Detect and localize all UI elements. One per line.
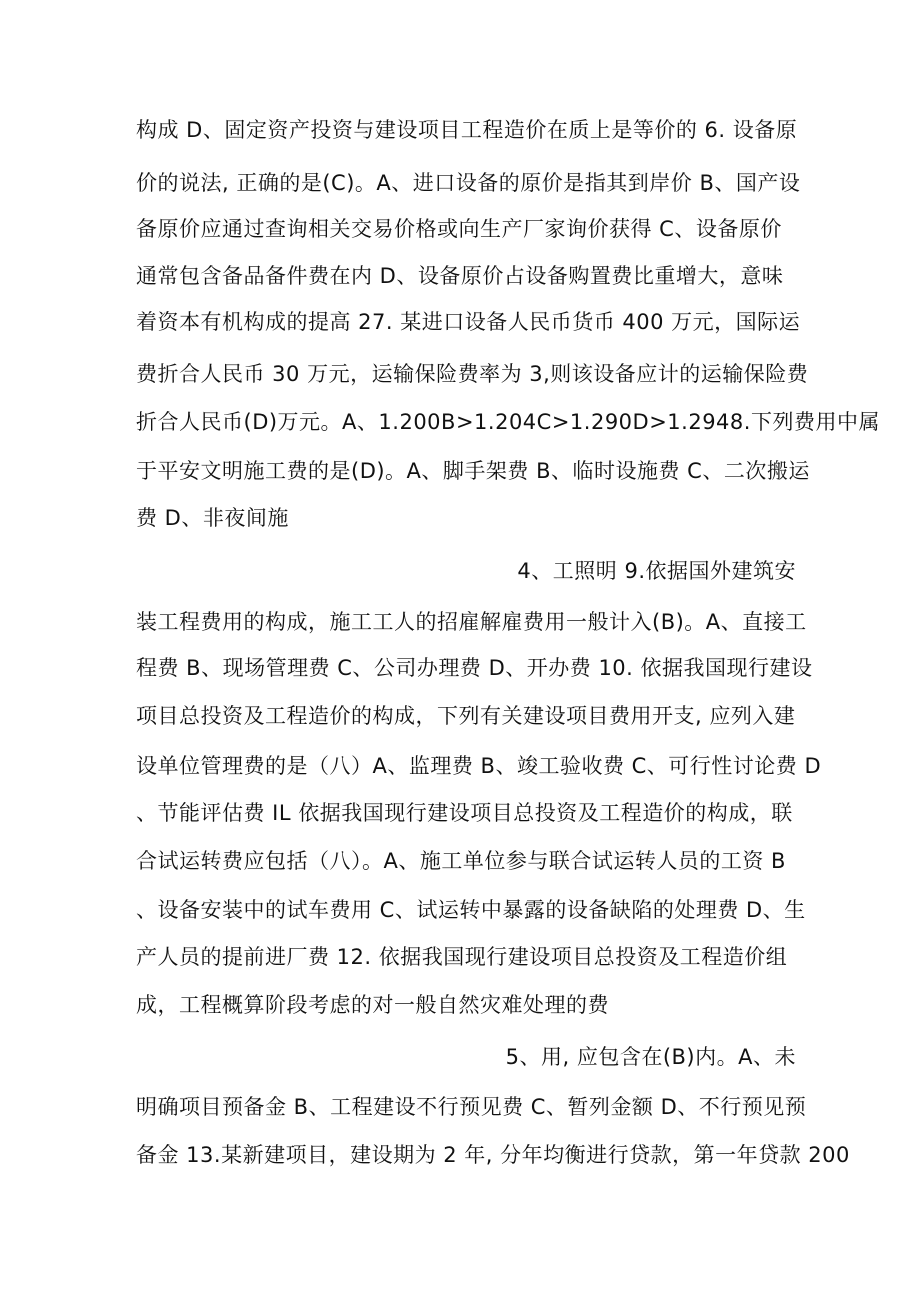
text-line: 合试运转费应包括（八）。A、施工单位参与联合试运转人员的工资 B <box>136 849 786 873</box>
text-line: 备金 13.某新建项目，建设期为 2 年, 分年均衡进行贷款，第一年贷款 200 <box>136 1143 850 1167</box>
text-line: 明确项目预备金 B、工程建设不行预见费 C、暂列金额 D、不行预见预 <box>136 1095 807 1119</box>
text-line: 费 D、非夜间施 <box>136 506 289 530</box>
text-line: 程费 B、现场管理费 C、公司办理费 D、开办费 10. 依据我国现行建设 <box>136 656 813 680</box>
text-line: 备原价应通过查询相关交易价格或向生产厂家询价获得 C、设备原价 <box>136 217 782 241</box>
text-line: 5、用, 应包含在(B)内。A、未 <box>505 1045 796 1069</box>
text-line: 构成 D、固定资产投资与建设项目工程造价在质上是等价的 6. 设备原 <box>136 118 798 142</box>
text-line: 于平安文明施工费的是(D)。A、脚手架费 B、临时设施费 C、二次搬运 <box>136 459 810 483</box>
text-line: 、设备安装中的试车费用 C、试运转中暴露的设备缺陷的处理费 D、生 <box>136 898 806 922</box>
text-line: 成，工程概算阶段考虑的对一般自然灾难处理的费 <box>136 993 609 1017</box>
text-line: 装工程费用的构成，施工工人的招雇解雇费用一般计入(B)。A、直接工 <box>136 610 807 634</box>
text-line: 设单位管理费的是（八）A、监理费 B、竣工验收费 C、可行性讨论费 D <box>136 754 822 778</box>
text-line: 、节能评估费 IL 依据我国现行建设项目总投资及工程造价的构成，联 <box>136 801 793 825</box>
text-line: 着资本有机构成的提高 27. 某进口设备人民币货币 400 万元，国际运 <box>136 310 801 334</box>
text-line: 折合人民币(D)万元。A、1.200B>1.204C>1.290D>1.2948.下列费用中属 <box>136 410 880 434</box>
text-line: 价的说法, 正确的是(C)。A、进口设备的原价是指其到岸价 B、国产设 <box>136 171 801 195</box>
text-line: 项目总投资及工程造价的构成，下列有关建设项目费用开支, 应列入建 <box>136 704 796 728</box>
text-line: 4、工照明 9.依据国外建筑安 <box>517 559 796 583</box>
text-line: 产人员的提前进厂费 12. 依据我国现行建设项目总投资及工程造价组 <box>136 945 788 969</box>
text-line: 费折合人民币 30 万元，运输保险费率为 3,则该设备应计的运输保险费 <box>136 362 809 386</box>
text-line: 通常包含备品备件费在内 D、设备原价占设备购置费比重增大，意味 <box>136 264 784 288</box>
